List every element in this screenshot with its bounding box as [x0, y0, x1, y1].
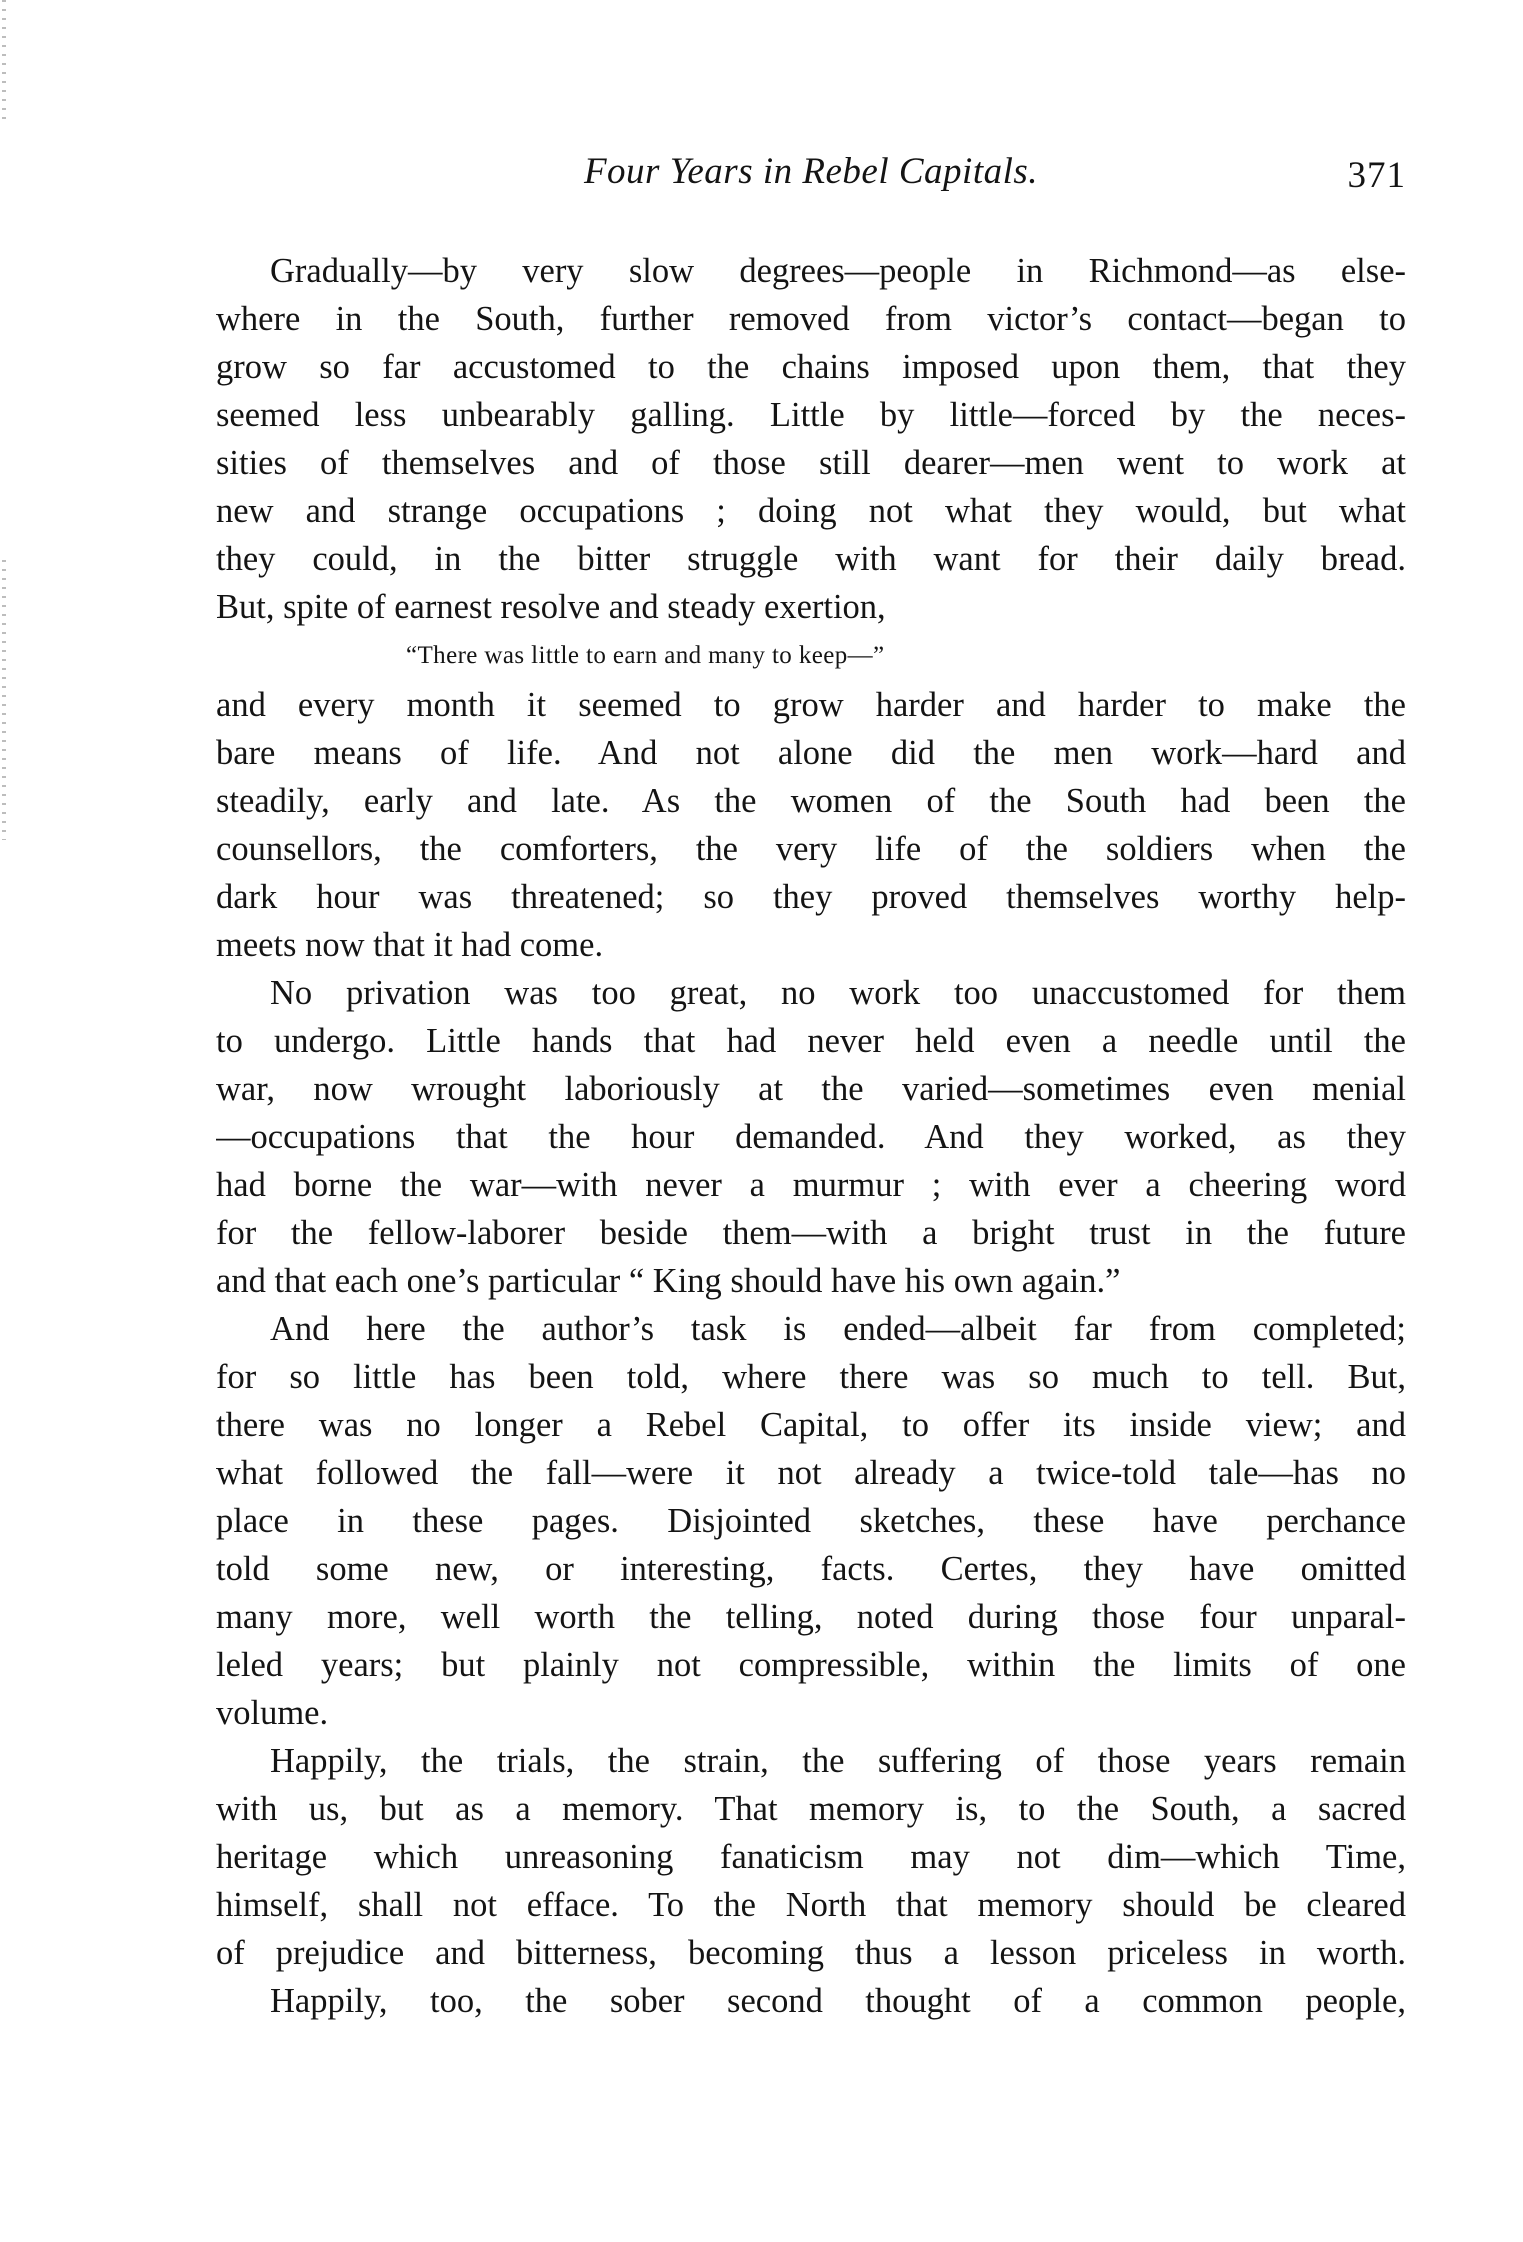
text-line: counsellors, the comforters, the very life of the soldiers when the [216, 830, 1406, 868]
text-line: they could, in the bitter struggle with want for their daily bread. [216, 540, 1406, 578]
text-line: Happily, the trials, the strain, the suffering of those years remain [270, 1742, 1406, 1780]
text-line: volume. [216, 1694, 329, 1732]
text-line: with us, but as a memory. That memory is, to the South, a sacred [216, 1790, 1406, 1828]
text-line: for so little has been told, where there was so much to tell. But, [216, 1358, 1406, 1396]
running-head [216, 150, 1406, 210]
text-line: bare means of life. And not alone did the men work—hard and [216, 734, 1406, 772]
text-line: many more, well worth the telling, noted during those four unparal- [216, 1598, 1406, 1636]
text-line: Gradually—by very slow degrees—people in Richmond—as else- [270, 252, 1406, 290]
text-line: for the fellow-laborer beside them—with a bright trust in the future [216, 1214, 1406, 1252]
text-line: Happily, too, the sober second thought of a common people, [270, 1982, 1406, 2020]
text-line: had borne the war—with never a murmur ; with ever a cheering word [216, 1166, 1406, 1204]
text-line: where in the South, further removed from victor’s contact—began to [216, 300, 1406, 338]
text-line: meets now that it had come. [216, 926, 604, 964]
text-line: to undergo. Little hands that had never held even a needle until the [216, 1022, 1406, 1060]
text-line: what followed the fall—were it not already a twice-told tale—has no [216, 1454, 1406, 1492]
text-line: steadily, early and late. As the women of the South had been the [216, 782, 1406, 820]
text-line: himself, shall not efface. To the North that memory should be cleared [216, 1886, 1406, 1924]
text-line: But, spite of earnest resolve and steady exertion, [216, 588, 886, 626]
text-line: —occupations that the hour demanded. And they worked, as they [216, 1118, 1406, 1156]
text-line: there was no longer a Rebel Capital, to offer its inside view; and [216, 1406, 1406, 1444]
text-line: No privation was too great, no work too unaccustomed for them [270, 974, 1406, 1012]
text-line: seemed less unbearably galling. Little by little—forced by the neces- [216, 396, 1406, 434]
text-line: heritage which unreasoning fanaticism may not dim—which Time, [216, 1838, 1406, 1876]
text-line: leled years; but plainly not compressible, within the limits of one [216, 1646, 1406, 1684]
text-line: told some new, or interesting, facts. Certes, they have omitted [216, 1550, 1406, 1588]
text-line: and that each one’s particular “ King should have his own again.” [216, 1262, 1121, 1300]
scan-margin-mark [2, 560, 6, 840]
text-line: and every month it seemed to grow harder and harder to make the [216, 686, 1406, 724]
page-number: 371 [1347, 155, 1406, 196]
block-quote: “There was little to earn and many to keep—” [406, 642, 885, 669]
text-line: new and strange occupations ; doing not what they would, but what [216, 492, 1406, 530]
text-line: dark hour was threatened; so they proved themselves worthy help- [216, 878, 1406, 916]
text-line: of prejudice and bitterness, becoming thus a lesson priceless in worth. [216, 1934, 1406, 1972]
text-line: war, now wrought laboriously at the varied—sometimes even menial [216, 1070, 1406, 1108]
text-line: place in these pages. Disjointed sketches, these have perchance [216, 1502, 1406, 1540]
text-line: sities of themselves and of those still dearer—men went to work at [216, 444, 1406, 482]
text-line: grow so far accustomed to the chains imposed upon them, that they [216, 348, 1406, 386]
body-text [216, 247, 1406, 2025]
scan-margin-mark [2, 0, 6, 120]
text-line: And here the author’s task is ended—albeit far from completed; [270, 1310, 1406, 1348]
running-title: Four Years in Rebel Capitals. [583, 151, 1039, 192]
